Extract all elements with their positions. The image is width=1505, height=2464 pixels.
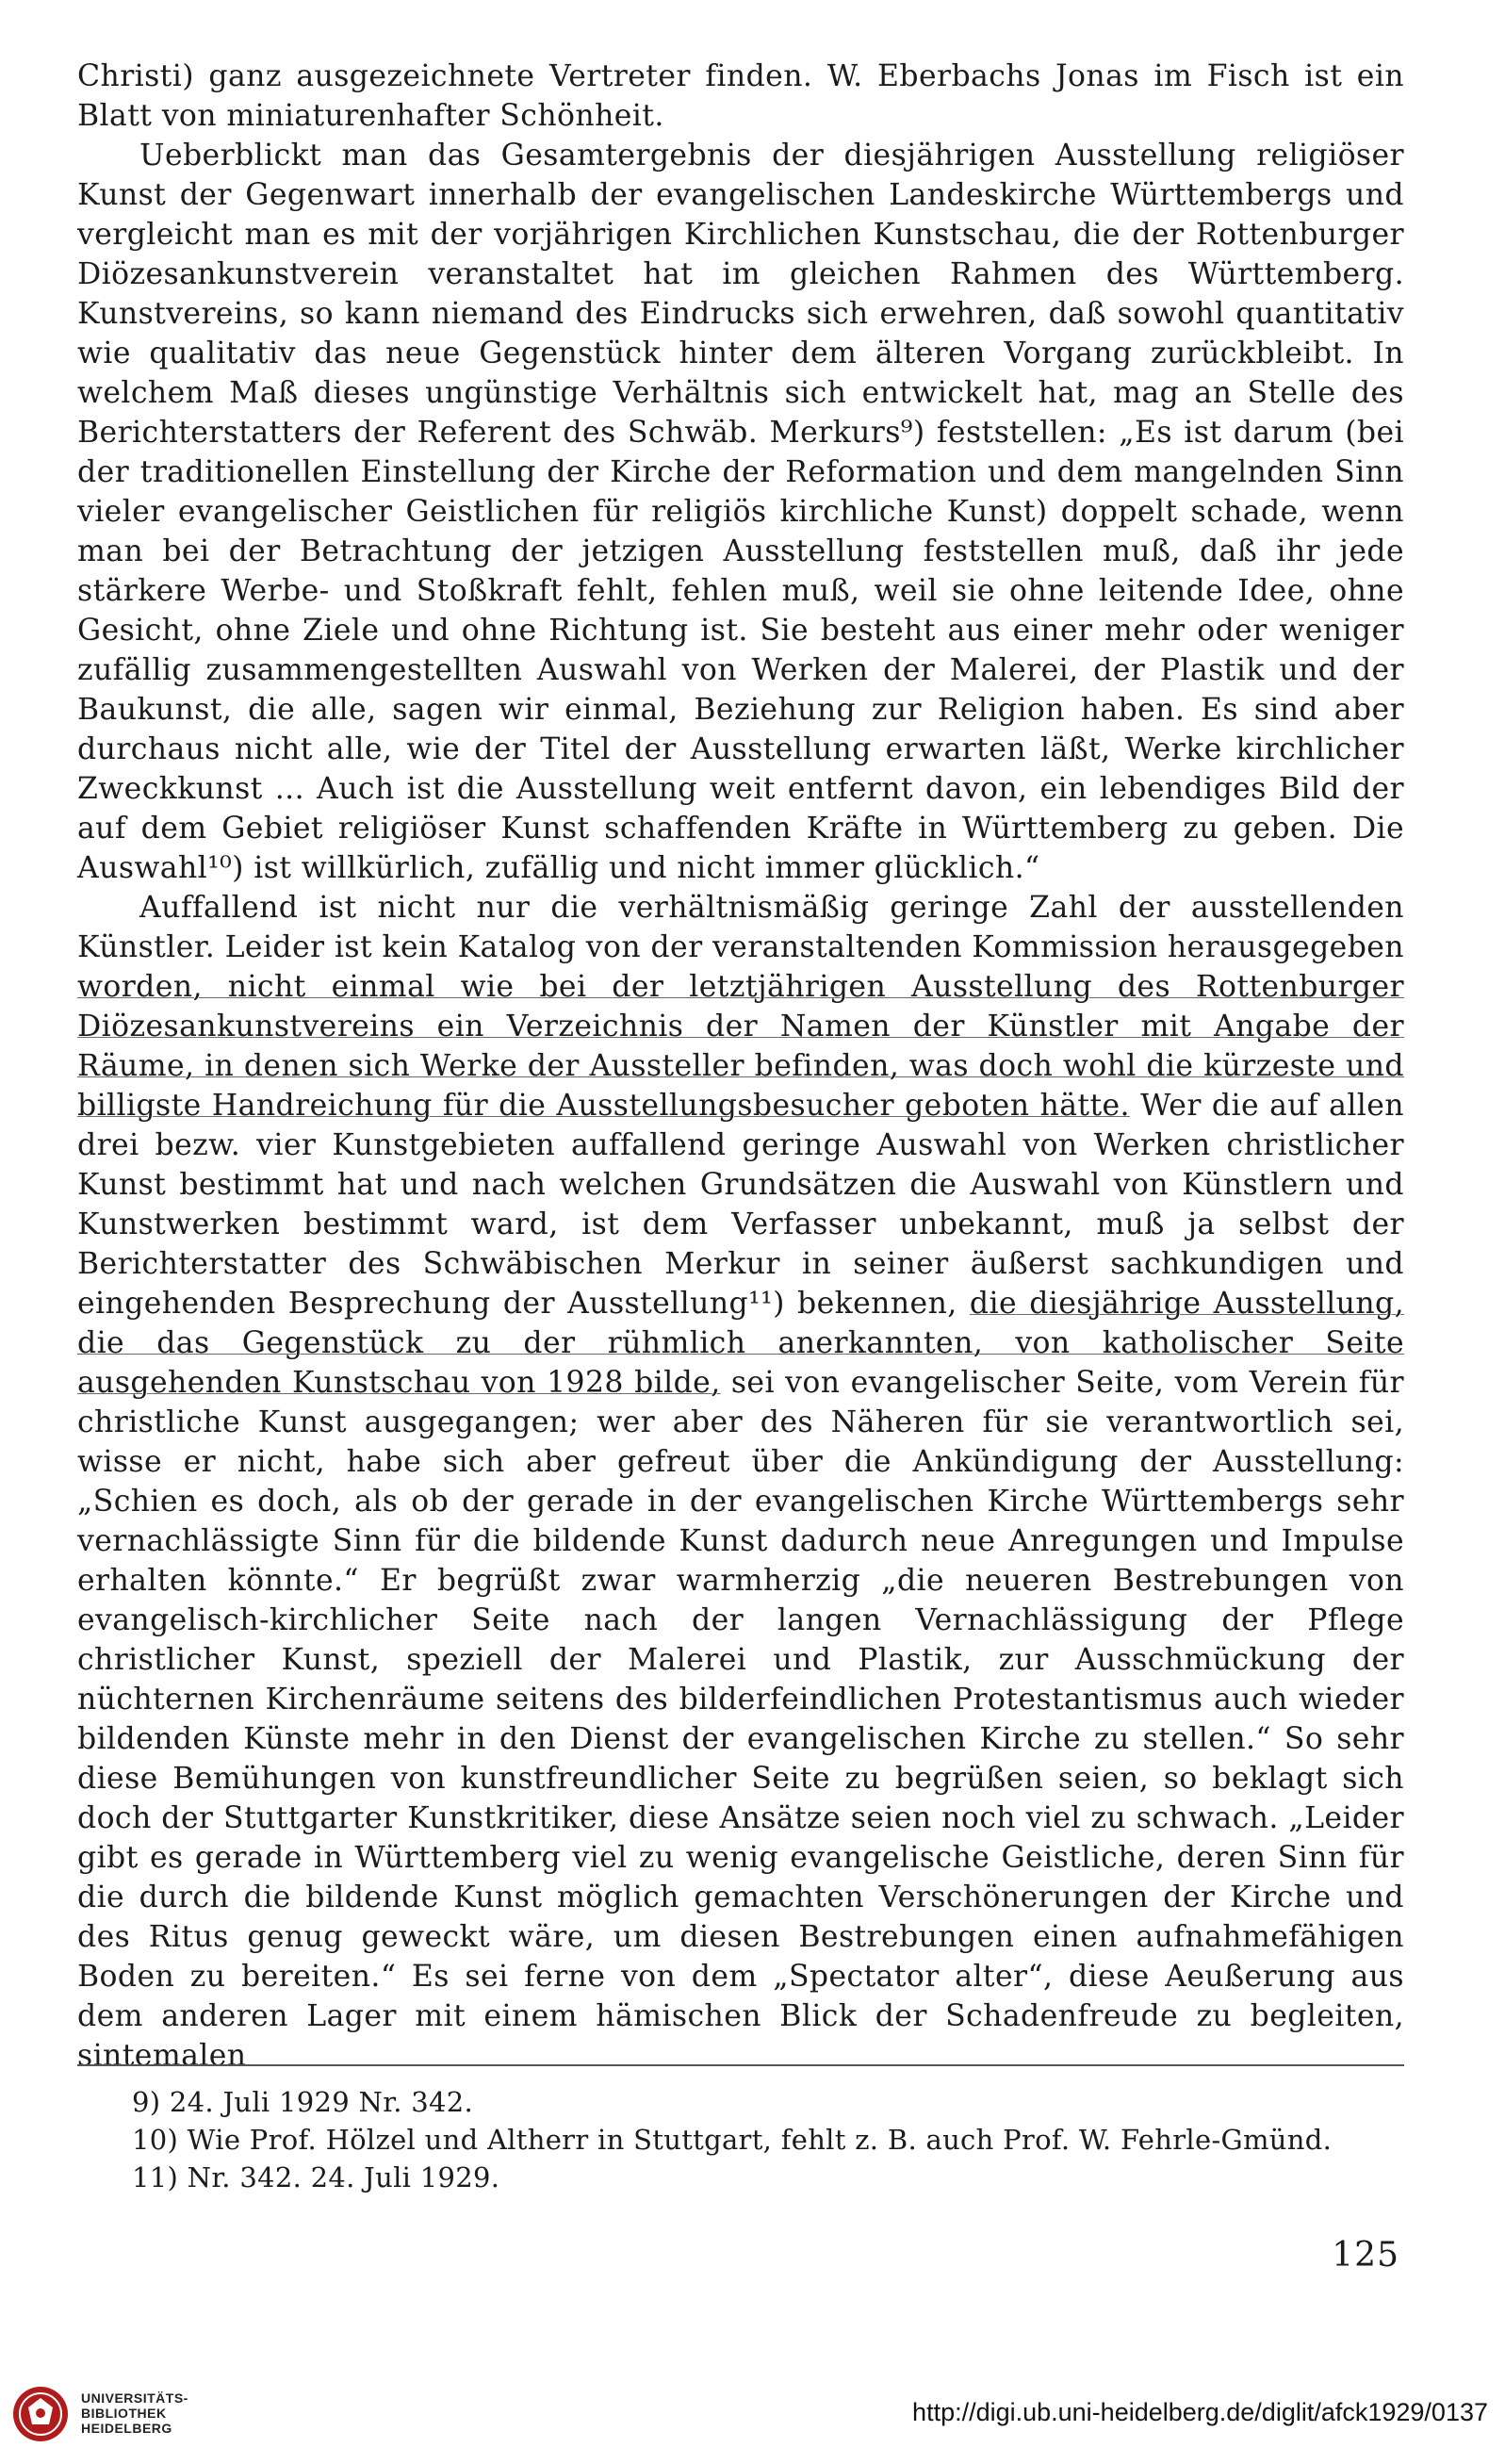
footnote-text: Wie Prof. Hölzel und Altherr in Stuttgart, fehlt z. B. auch Prof. W. Fehrle-Gmünd. [187, 2124, 1333, 2156]
paragraph-critique [77, 888, 1404, 2076]
source-url-link[interactable]: http://digi.ub.uni-heidelberg.de/diglit/afck1929/0137 [912, 2398, 1488, 2426]
text-run: Wer die auf allen drei bezw. vier Kunstgebieten auffallend geringe Auswahl von Werken christlicher Kunst bestimmt hat und nach welchen Grundsätzen die Auswahl von Künstlern und Kunstwerken bestimmt ward, ist dem Verfasser unbekannt, muß ja selbst der Berichterstatter des Schwäbischen Merkur in seiner äußerst sachkundigen und eingehenden Besprechung der Ausstellung¹¹) bekennen, [77, 1089, 1404, 1321]
library-name [81, 2390, 188, 2436]
footnote-mark: 10) [132, 2124, 179, 2156]
text-run: Auffallend ist nicht nur die verhältnismäßig geringe Zahl der ausstellenden Künstler. Leider ist kein Katalog von der veranstaltenden Kommission herausgegeben [77, 891, 1404, 964]
digitization-footer [0, 2377, 1505, 2464]
footnote-mark: 11) [132, 2161, 179, 2193]
page-number: 125 [1332, 2236, 1399, 2275]
university-seal-icon [11, 2385, 70, 2443]
underlined-text-run: die diesjährige Ausstellung, die das Gegenstück zu der rühmlich anerkannten, von katholischer Seite ausgehenden Kunstschau von 1928 bilde, [77, 1287, 1405, 1400]
text-run: sei von evangelischer Seite, vom Verein für christliche Kunst ausgegangen; wer aber des Näheren für sie verantwortlich sei, wisse er nicht, habe sich aber gefreut über die Ankündigung der Ausstellung: „Schien es doch, als ob der gerade in der evangelischen Kirche Württembergs sehr vernachlässigte Sinn für die bildende Kunst dadurch neue Anregungen und Impulse erhalten könnte.“ Er begrüßt zwar warmherzig „die neueren Bestrebungen von evangelisch-kirchlicher Seite nach der langen Vernachlässigung der Pflege christlicher Kunst, speziell der Malerei und Plastik, zur Ausschmückung der nüchternen Kirchenräume seitens des bilderfeindlichen Protestantismus auch wieder bildenden Künste mehr in den Dienst der evangelischen Kirche zu stellen.“ So sehr diese Bemühungen von kunstfreundlicher Seite zu begrüßen seien, so beklagt sich doch der Stuttgarter Kunstkritiker, diese Ansätze seien noch viel zu schwach. „Leider gibt es gerade in Württemberg viel zu wenig evangelische Geistliche, deren Sinn für die durch die bildende Kunst möglich gemachten Verschönerungen der Kirche und des Ritus genug geweckt wäre, um diesen Bestrebungen einen aufnahmefähigen Boden zu bereiten.“ Es sei ferne von dem „Spectator alter“, diese Aeußerung aus dem anderen Lager mit einem hämischen Blick der Schadenfreude zu begleiten, sintemalen [77, 1366, 1404, 2073]
footnote-text: 24. Juli 1929 Nr. 342. [169, 2086, 473, 2118]
footnote-11 [132, 2159, 1414, 2196]
library-name-line: UNIVERSITÄTS- [81, 2390, 188, 2406]
underlined-text-run: worden, nicht einmal wie bei der letztjährigen Ausstellung des Rottenburger Diözesankunstvereins ein Verzeichnis der Namen der Künstler mit Angabe der Räume, in denen sich Werke der Aussteller befinden, was doch wohl die kürzeste und billigste Handreichung für die Ausstellungsbesucher geboten hätte. [77, 970, 1404, 1123]
footnote-text: Nr. 342. 24. Juli 1929. [187, 2161, 500, 2193]
footnote-10 [132, 2121, 1414, 2159]
library-name-line: HEIDELBERG [81, 2421, 172, 2436]
footnote-mark: 9) [132, 2086, 161, 2118]
library-name-line: BIBLIOTHEK [81, 2406, 167, 2421]
body-text [77, 57, 1404, 2076]
footnote-9 [132, 2083, 1414, 2121]
footnotes [132, 2083, 1414, 2196]
paragraph-continuation: Christi) ganz ausgezeichnete Vertreter finden. W. Eberbachs Jonas im Fisch ist ein Blatt von miniaturenhafter Schönheit. [77, 59, 1404, 133]
footnote-divider [77, 2064, 1404, 2066]
paragraph-overview: Ueberblickt man das Gesamtergebnis der diesjährigen Ausstellung religiöser Kunst der Gegenwart innerhalb der evangelischen Landeskirche Württembergs und vergleicht man es mit der vorjährigen Kirchlichen Kunstschau, die der Rottenburger Diözesankunstverein veranstaltet hat im gleichen Rahmen des Württemberg. Kunstvereins, so kann niemand des Eindrucks sich erwehren, daß sowohl quantitativ wie qualitativ das neue Gegenstück hinter dem älteren Vorgang zurückbleibt. In welchem Maß dieses ungünstige Verhältnis sich entwickelt hat, mag an Stelle des Berichterstatters der Referent des Schwäb. Merkurs⁹) feststellen: „Es ist darum (bei der traditionellen Einstellung der Kirche der Reformation und dem mangelnden Sinn vieler evangelischer Geistlichen für religiös kirchliche Kunst) doppelt schade, wenn man bei der Betrachtung der jetzigen Ausstellung feststellen muß, daß ihr jede stärkere Werbe- und Stoßkraft fehlt, fehlen muß, weil sie ohne leitende Idee, ohne Gesicht, ohne Ziele und ohne Richtung ist. Sie besteht aus einer mehr oder weniger zufällig zusammengestellten Auswahl von Werken der Malerei, der Plastik und der Baukunst, die alle, sagen wir einmal, Beziehung zur Religion haben. Es sind aber durchaus nicht alle, wie der Titel der Ausstellung erwarten läßt, Werke kirchlicher Zweckkunst ... Auch ist die Ausstellung weit entfernt davon, ein lebendiges Bild der auf dem Gebiet religiöser Kunst schaffenden Kräfte in Württemberg zu geben. Die Auswahl¹⁰) ist willkürlich, zufällig und nicht immer glücklich.“ [77, 139, 1404, 885]
